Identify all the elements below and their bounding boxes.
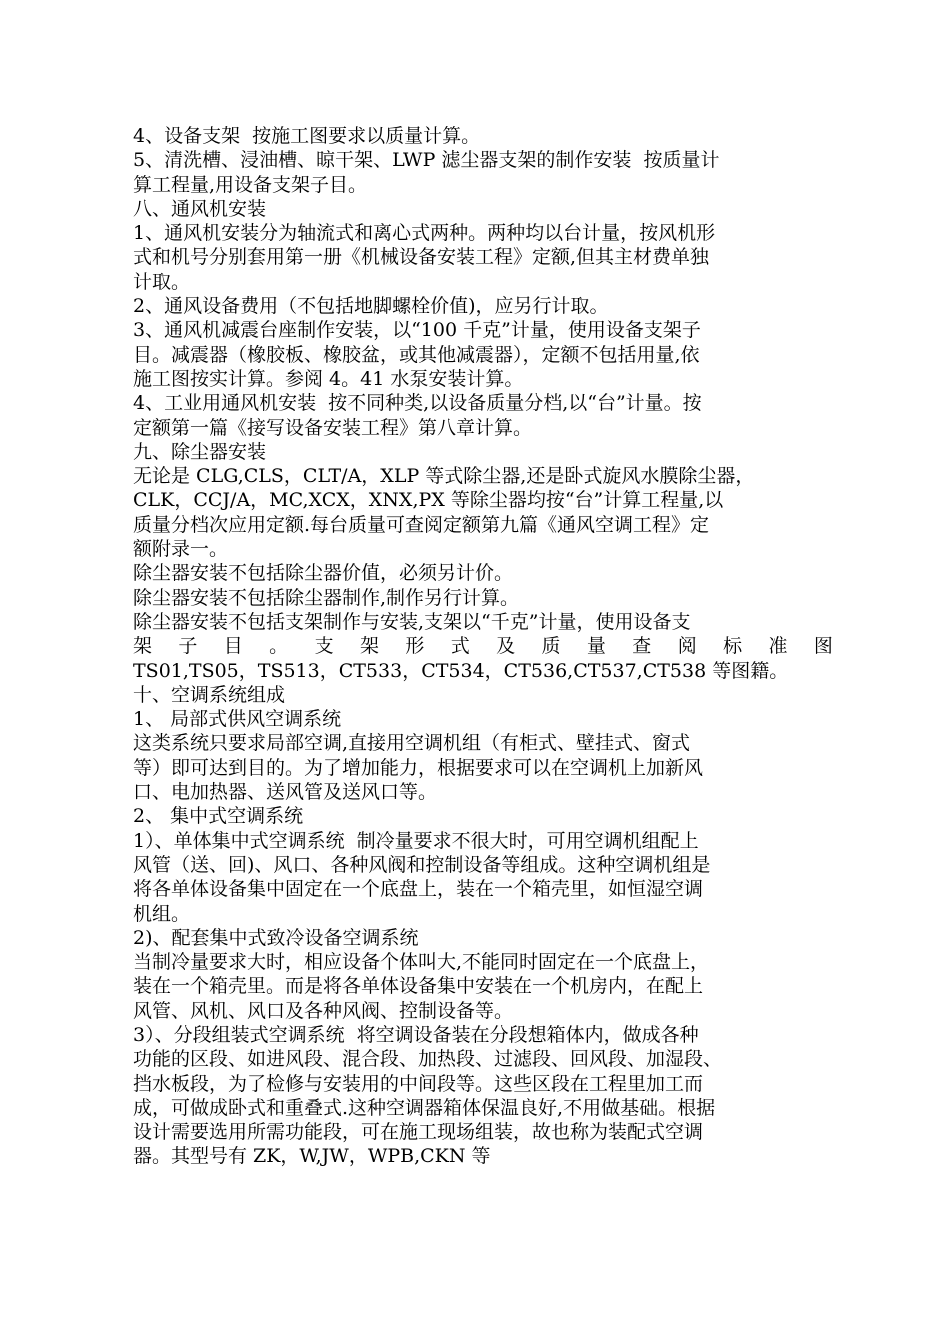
subsection-heading: 1、 局部式供风空调系统	[133, 708, 342, 731]
section-heading: 九、除尘器安装	[133, 440, 267, 463]
subsection-heading: 2、 集中式空调系统	[133, 805, 304, 828]
justified-char: 子	[178, 635, 198, 658]
text-line: 器。其型号有 ZK，W,JW，WPB,CKN 等	[133, 1145, 491, 1168]
text-line: 功能的区段、如进风段、混合段、加热段、过滤段、回风段、加湿段、	[133, 1048, 723, 1071]
justified-char: 准	[768, 635, 788, 658]
text-line: 设计需要选用所需功能段，可在施工现场组装，故也称为装配式空调	[133, 1121, 704, 1144]
text-line: 质量分档次应用定额.每台质量可查阅定额第九篇《通风空调工程》定	[133, 513, 710, 536]
justified-char: 支	[314, 635, 334, 658]
text-line: 除尘器安装不包括支架制作与安装,支架以“千克”计量，使用设备支	[133, 610, 691, 633]
justified-char: 目	[223, 635, 243, 658]
text-line: 计取。	[133, 270, 191, 293]
text-line: 装在一个箱壳里。而是将各单体设备集中安装在一个机房内，在配上	[133, 975, 704, 998]
text-line: 挡水板段，为了检修与安装用的中间段等。这些区段在工程里加工而	[133, 1072, 704, 1095]
text-line: 当制冷量要求大时，相应设备个体叫大,不能同时固定在一个底盘上，	[133, 951, 710, 974]
text-line: 这类系统只要求局部空调,直接用空调机组（有柜式、壁挂式、窗式	[133, 732, 691, 755]
text-line: 式和机号分别套用第一册《机械设备安装工程》定额,但其主材费单独	[133, 246, 710, 269]
justified-char: 。	[269, 635, 289, 658]
justified-char: 架	[133, 635, 153, 658]
text-line: 除尘器安装不包括除尘器价值，必须另计价。	[133, 562, 514, 585]
text-line: 4、设备支架 按施工图要求以质量计算。	[133, 125, 481, 147]
text-line: 将各单体设备集中固定在一个底盘上，装在一个箱壳里，如恒湿空调	[133, 878, 704, 901]
text-line: 机组。	[133, 902, 191, 925]
text-line: 1、通风机安装分为轴流式和离心式两种。两种均以台计量，按风机形	[133, 222, 716, 245]
justified-char: 形	[405, 635, 425, 658]
text-line: 3、通风机减震台座制作安装，以“100 千克”计量，使用设备支架子	[133, 319, 701, 342]
justified-char: 阅	[677, 635, 697, 658]
text-line: TS01,TS05，TS513，CT533，CT534，CT536,CT537,CT538 等图籍。	[133, 659, 789, 682]
text-line: 除尘器安装不包括除尘器制作,制作另行计算。	[133, 586, 520, 609]
subsection-heading: 2)、配套集中式致冷设备空调系统	[133, 926, 419, 949]
text-line: CLK，CCJ/A，MC,XCX，XNX,PX 等除尘器均按“台”计算工程量,以	[133, 489, 724, 512]
justified-char: 及	[496, 635, 516, 658]
text-line: 风管、风机、风口及各种风阀、控制设备等。	[133, 999, 514, 1022]
text-line: 4、工业用通风机安装 按不同种类,以设备质量分档,以“台”计量。按	[133, 392, 702, 415]
justified-char: 查	[632, 635, 652, 658]
justified-char: 质	[541, 635, 561, 658]
text-line: 1）、单体集中式空调系统 制冷量要求不很大时，可用空调机组配上	[133, 829, 699, 852]
text-line: 等）即可达到目的。为了增加能力，根据要求可以在空调机上加新风	[133, 756, 704, 779]
text-line: 无论是 CLG,CLS，CLT/A，XLP 等式除尘器,还是卧式旋风水膜除尘器，	[133, 465, 755, 488]
text-line: 2、通风设备费用（不包括地脚螺栓价值)，应另行计取。	[133, 295, 609, 318]
justified-char: 式	[450, 635, 470, 658]
text-line: 风管（送、回)、风口、各种风阀和控制设备等组成。这种空调机组是	[133, 853, 711, 876]
section-heading: 八、通风机安装	[133, 197, 267, 220]
justified-char: 量	[586, 635, 606, 658]
justified-text-line	[133, 634, 833, 658]
text-line: 5、清洗槽、浸油槽、晾干架、LWP 滤尘器支架的制作安装 按质量计	[133, 149, 720, 172]
text-line: 定额第一篇《接写设备安装工程》第八章计算。	[133, 416, 533, 439]
justified-char: 架	[359, 635, 379, 658]
text-line: 额附录一。	[133, 538, 229, 561]
justified-char: 图	[813, 635, 833, 658]
text-line: 算工程量,用设备支架子目。	[133, 173, 368, 196]
document-body	[133, 124, 833, 1169]
text-line: 目。减震器（橡胶板、橡胶盆，或其他减震器），定额不包括用量,依	[133, 343, 700, 366]
justified-char: 标	[723, 635, 743, 658]
text-line: 3）、分段组装式空调系统 将空调设备装在分段想箱体内，做成各种	[133, 1023, 699, 1046]
text-line: 口、电加热器、送风管及送风口等。	[133, 781, 438, 804]
section-heading: 十、空调系统组成	[133, 683, 286, 706]
text-line: 施工图按实计算。参阅 4。41 水泵安装计算。	[133, 367, 524, 390]
text-line: 成，可做成卧式和重叠式.这种空调器箱体保温良好,不用做基础。根据	[133, 1096, 716, 1119]
